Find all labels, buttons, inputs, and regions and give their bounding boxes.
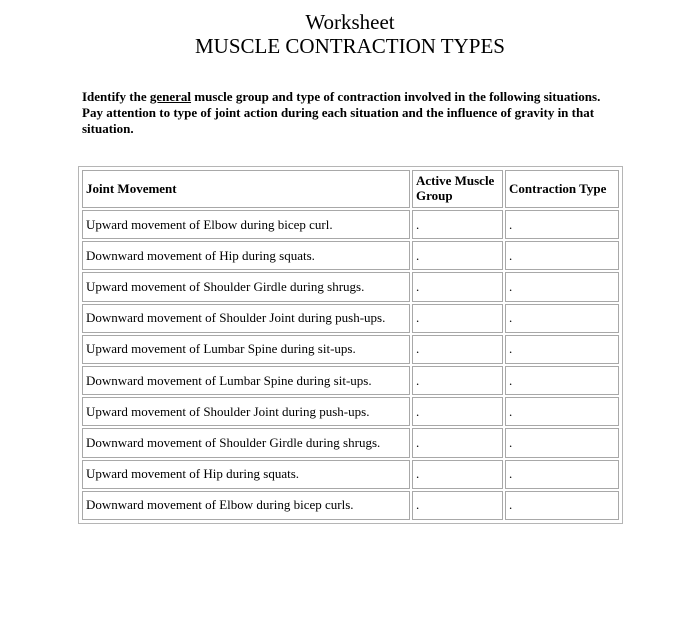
joint-movement-cell: Upward movement of Shoulder Joint during push-ups. — [82, 397, 410, 426]
joint-movement-cell: Downward movement of Shoulder Girdle during shrugs. — [82, 428, 410, 457]
joint-movement-cell: Downward movement of Elbow during bicep curls. — [82, 491, 410, 520]
active-muscle-group-cell[interactable]: . — [412, 460, 503, 489]
active-muscle-group-cell[interactable]: . — [412, 210, 503, 239]
worksheet-table — [80, 168, 621, 522]
contraction-type-cell[interactable]: . — [505, 304, 619, 333]
contraction-type-cell[interactable]: . — [505, 491, 619, 520]
table-body — [82, 210, 619, 520]
contraction-type-cell[interactable]: . — [505, 397, 619, 426]
table-row — [82, 397, 619, 426]
worksheet-table-frame — [78, 166, 623, 524]
worksheet-subtitle: MUSCLE CONTRACTION TYPES — [195, 34, 505, 58]
table-row — [82, 210, 619, 239]
table-row — [82, 241, 619, 270]
instructions-paragraph — [82, 89, 622, 137]
contraction-type-cell[interactable]: . — [505, 210, 619, 239]
header-joint-movement: Joint Movement — [82, 170, 410, 208]
table-row — [82, 272, 619, 301]
active-muscle-group-cell[interactable]: . — [412, 428, 503, 457]
table-row — [82, 460, 619, 489]
header-active-muscle-group: Active Muscle Group — [412, 170, 503, 208]
active-muscle-group-cell[interactable]: . — [412, 366, 503, 395]
joint-movement-cell: Upward movement of Hip during squats. — [82, 460, 410, 489]
joint-movement-cell: Upward movement of Elbow during bicep curl. — [82, 210, 410, 239]
active-muscle-group-cell[interactable]: . — [412, 272, 503, 301]
table-row — [82, 335, 619, 364]
header-contraction-type: Contraction Type — [505, 170, 619, 208]
active-muscle-group-cell[interactable]: . — [412, 241, 503, 270]
contraction-type-cell[interactable]: . — [505, 366, 619, 395]
table-row — [82, 491, 619, 520]
joint-movement-cell: Downward movement of Lumbar Spine during sit-ups. — [82, 366, 410, 395]
worksheet-title: Worksheet — [305, 10, 395, 34]
active-muscle-group-cell[interactable]: . — [412, 491, 503, 520]
contraction-type-cell[interactable]: . — [505, 428, 619, 457]
instructions-emphasis: general — [149, 89, 192, 104]
table-row — [82, 304, 619, 333]
joint-movement-cell: Downward movement of Shoulder Joint during push-ups. — [82, 304, 410, 333]
table-row — [82, 428, 619, 457]
active-muscle-group-cell[interactable]: . — [412, 397, 503, 426]
active-muscle-group-cell[interactable]: . — [412, 304, 503, 333]
contraction-type-cell[interactable]: . — [505, 335, 619, 364]
joint-movement-cell: Upward movement of Shoulder Girdle during shrugs. — [82, 272, 410, 301]
joint-movement-cell: Upward movement of Lumbar Spine during sit-ups. — [82, 335, 410, 364]
table-row — [82, 366, 619, 395]
instructions-part1: Identify the — [82, 89, 150, 104]
table-header-row — [82, 170, 619, 208]
contraction-type-cell[interactable]: . — [505, 241, 619, 270]
contraction-type-cell[interactable]: . — [505, 460, 619, 489]
contraction-type-cell[interactable]: . — [505, 272, 619, 301]
active-muscle-group-cell[interactable]: . — [412, 335, 503, 364]
joint-movement-cell: Downward movement of Hip during squats. — [82, 241, 410, 270]
instructions-part2: muscle group and type of contraction involved in the following situations. Pay attention to type of joint action during each situation and the influence of gravity in that situation. — [82, 89, 601, 136]
